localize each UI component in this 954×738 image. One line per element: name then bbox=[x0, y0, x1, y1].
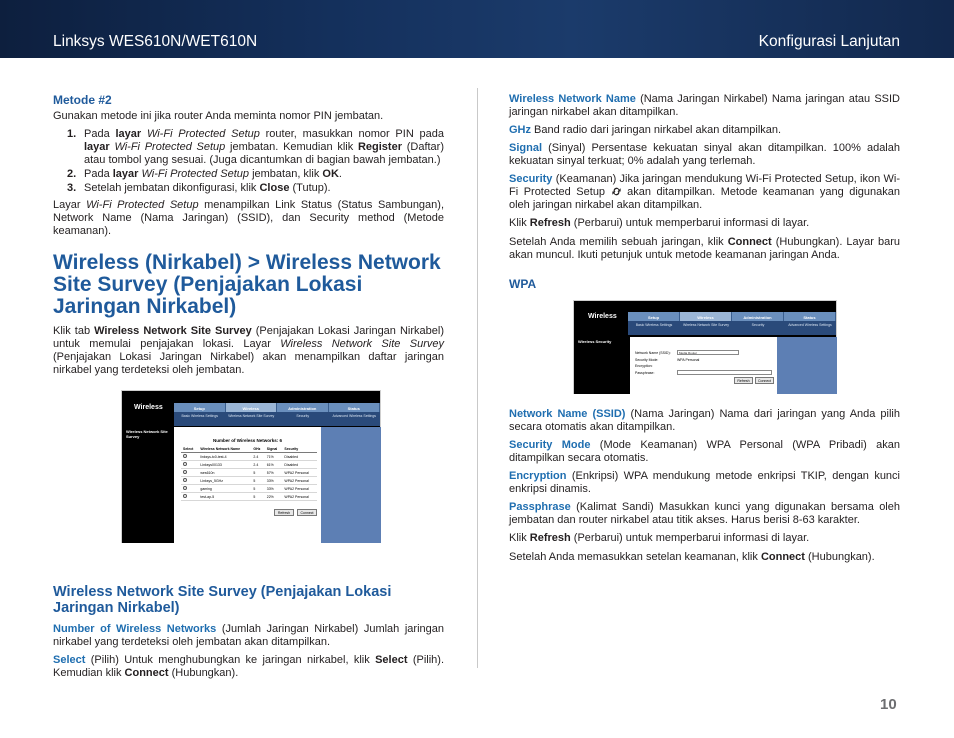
table-row: Linksys_5GHz 5 33% WPA2 Personal bbox=[181, 477, 317, 485]
router-sidebar bbox=[574, 337, 630, 394]
router-subtab-basic: Basic Wireless Settings bbox=[181, 414, 219, 418]
method2-heading: Metode #2 bbox=[53, 93, 112, 107]
router-brand: Wireless bbox=[134, 404, 163, 411]
page-header bbox=[0, 0, 954, 58]
router-subtab-security: Security bbox=[751, 323, 765, 327]
router-right-panel bbox=[777, 337, 837, 394]
router-subtabs bbox=[628, 321, 836, 335]
column-divider bbox=[477, 88, 478, 668]
wpa-heading: WPA bbox=[509, 277, 537, 291]
select-radio[interactable] bbox=[183, 454, 187, 458]
router-tabs bbox=[174, 403, 380, 412]
product-title: Linksys WES610N/WET610N bbox=[53, 33, 258, 50]
select-desc: Select (Pilih) Untuk menghubungkan ke jaringan nirkabel, klik Select (Pilih). Kemudian klik Connect (Hubungkan). bbox=[53, 654, 444, 679]
sub-section-heading: Wireless Network Site Survey (Penjajakan Lokasi Jaringan Nirkabel) bbox=[53, 584, 392, 616]
site-survey-screenshot bbox=[121, 390, 381, 543]
router-sidebar bbox=[122, 427, 174, 543]
table-row: linksys-tc0-test-4 2.4 71% Disabled bbox=[181, 453, 317, 461]
select-radio[interactable] bbox=[183, 462, 187, 466]
router-content bbox=[174, 427, 321, 543]
step-2: 2. Pada layar Wi-Fi Protected Setup jembatan, klik OK. bbox=[67, 168, 342, 180]
security-mode-label: Security Mode: bbox=[635, 358, 659, 362]
select-radio[interactable] bbox=[183, 470, 187, 474]
main-section-heading: Wireless (Nirkabel) > Wireless Network Site Survey (Penjajakan Lokasi Jaringan Nirkabel) bbox=[53, 251, 441, 318]
refresh-desc-2: Klik Refresh (Perbarui) untuk memperbarui informasi di layar. bbox=[509, 532, 810, 544]
router-tabs bbox=[628, 312, 836, 321]
router-side-heading: Wireless Network Site Survey bbox=[126, 429, 168, 439]
router-brand: Wireless bbox=[588, 313, 617, 320]
col-name: Wireless Network Name bbox=[198, 447, 251, 453]
router-right-panel bbox=[321, 427, 381, 543]
router-subtab-survey: Wireless Network Site Survey bbox=[228, 414, 275, 418]
router-subtab-advanced: Advanced Wireless Settings bbox=[332, 414, 377, 418]
security-mode-value: WPA Personal bbox=[677, 358, 700, 362]
router-side-heading: Wireless Security bbox=[578, 339, 612, 344]
table-row: gaming 5 33% WPA2 Personal bbox=[181, 485, 317, 493]
wps-icon bbox=[611, 186, 622, 197]
method2-steps bbox=[53, 128, 444, 195]
encryption-label: Encryption: bbox=[635, 364, 653, 368]
encryption-desc: Encryption (Enkripsi) WPA mendukung metode enkripsi TKIP, dengan kunci enkripsi dinamis. bbox=[509, 470, 900, 495]
router-subtab-advanced: Advanced Wireless Settings bbox=[788, 323, 832, 327]
router-tab-administration: Administration bbox=[732, 312, 784, 321]
method2-outro: Layar Wi-Fi Protected Setup menampilkan Link Status (Status Sambungan), Network Name (Nama Jaringan) (SSID), dan Security method (Metode keamanan). bbox=[53, 199, 445, 237]
select-radio[interactable] bbox=[183, 486, 187, 490]
wpa-screenshot bbox=[573, 300, 837, 394]
router-tab-setup: Setup bbox=[628, 312, 680, 321]
passphrase-label: Passphrase: bbox=[635, 371, 655, 375]
survey-intro: Klik tab Wireless Network Site Survey (Penjajakan Lokasi Jaringan Nirkabel) untuk memulai penjajakan lokasi. Layar Wireless Network Site Survey (Penjajakan Lokasi Jaringan Nirkabel) akan menampilkan daftar jaringan nirkabel yang terdeteksi oleh jembatan. bbox=[53, 325, 444, 376]
table-row: test-ap-5 5 22% WPA2 Personal bbox=[181, 493, 317, 501]
connect-button[interactable]: Connect bbox=[755, 377, 774, 384]
after-select-desc: Setelah Anda memilih sebuah jaringan, klik Connect (Hubungkan). Layar baru akan muncul. Ikuti petunjuk untuk metode keamanan jaringan Anda. bbox=[509, 236, 901, 261]
refresh-button[interactable]: Refresh bbox=[274, 509, 294, 516]
signal-desc: Signal (Sinyal) Persentase kekuatan sinyal akan ditampilkan. 100% adalah kekuatan sinyal terkuat; 0% adalah yang terlemah. bbox=[509, 142, 900, 167]
section-title: Konfigurasi Lanjutan bbox=[758, 33, 900, 50]
router-tab-status: Status bbox=[329, 403, 381, 412]
router-subtab-survey: Wireless Network Site Survey bbox=[682, 323, 730, 327]
refresh-desc-1: Klik Refresh (Perbarui) untuk memperbarui informasi di layar. bbox=[509, 217, 810, 229]
security-desc: Security (Keamanan) Jika jaringan mendukung Wi-Fi Protected Setup, ikon Wi-Fi Protected Setup akan ditampilkan. Metode keamanan yang digunakan oleh jaringan nirkabel akan ditampilkan. bbox=[509, 173, 900, 211]
router-tab-wireless: Wireless bbox=[226, 403, 278, 412]
router-tab-administration: Administration bbox=[277, 403, 329, 412]
select-radio[interactable] bbox=[183, 478, 187, 482]
method2-intro: Gunakan metode ini jika router Anda meminta nomor PIN jembatan. bbox=[53, 110, 384, 122]
network-count-title: Number of Wireless Networks: 6 bbox=[213, 438, 282, 443]
select-radio[interactable] bbox=[183, 494, 187, 498]
router-subtab-security: Security bbox=[296, 414, 310, 418]
page-number: 10 bbox=[880, 696, 897, 713]
secmode-desc: Security Mode (Mode Keamanan) WPA Personal (WPA Pribadi) akan ditampilkan secara otomatis. bbox=[509, 439, 900, 464]
router-tab-status: Status bbox=[784, 312, 836, 321]
ssid-desc: Network Name (SSID) (Nama Jaringan) Nama dari jaringan yang Anda pilih secara otomatis akan ditampilkan. bbox=[509, 408, 900, 433]
network-table bbox=[181, 447, 317, 501]
step-3: 3. Setelah jembatan dikonfigurasi, klik Close (Tutup). bbox=[67, 182, 331, 194]
col-select: Select bbox=[181, 447, 198, 453]
router-tab-wireless: Wireless bbox=[680, 312, 732, 321]
step-1: 1. Pada layar Wi-Fi Protected Setup router, masukkan nomor PIN pada layar Wi-Fi Protected Setup jembatan. Kemudian klik Register (Daftar) atau tombol yang sesuai. (Juga dicantumkan di bagian bawah jembatan.) bbox=[67, 128, 445, 166]
passphrase-desc: Passphrase (Kalimat Sandi) Masukkan kunci yang digunakan bersama oleh jembatan dan router nirkabel atau titik akses. Harus berisi 8-63 karakter. bbox=[509, 501, 900, 526]
ghz-desc: GHz Band radio dari jaringan nirkabel akan ditampilkan. bbox=[509, 124, 782, 136]
col-ghz: GHz bbox=[251, 447, 264, 453]
ssid-field[interactable]: Media Router bbox=[677, 350, 739, 355]
table-row: Linksys00133 2.4 61% Disabled bbox=[181, 461, 317, 469]
after-security-desc: Setelah Anda memasukkan setelan keamanan, klik Connect (Hubungkan). bbox=[509, 551, 875, 563]
refresh-button[interactable]: Refresh bbox=[734, 377, 753, 384]
passphrase-input[interactable] bbox=[677, 370, 772, 375]
wnn-desc: Wireless Network Name (Nama Jaringan Nirkabel) Nama jaringan atau SSID jaringan nirkabel akan ditampilkan. bbox=[509, 93, 900, 118]
connect-button[interactable]: Connect bbox=[297, 509, 317, 516]
col-signal: Signal bbox=[265, 447, 283, 453]
router-subtabs bbox=[174, 412, 380, 426]
router-subtab-basic: Basic Wireless Settings bbox=[635, 323, 673, 327]
col-security: Security bbox=[282, 447, 317, 453]
router-tab-setup: Setup bbox=[174, 403, 226, 412]
ssid-label: Network Name (SSID): bbox=[635, 351, 671, 355]
table-row: wes610n 5 57% WPA2 Personal bbox=[181, 469, 317, 477]
num-networks-desc: Number of Wireless Networks (Jumlah Jaringan Nirkabel) Jumlah jaringan nirkabel yang terdeteksi oleh jembatan akan ditampilkan. bbox=[53, 623, 444, 648]
